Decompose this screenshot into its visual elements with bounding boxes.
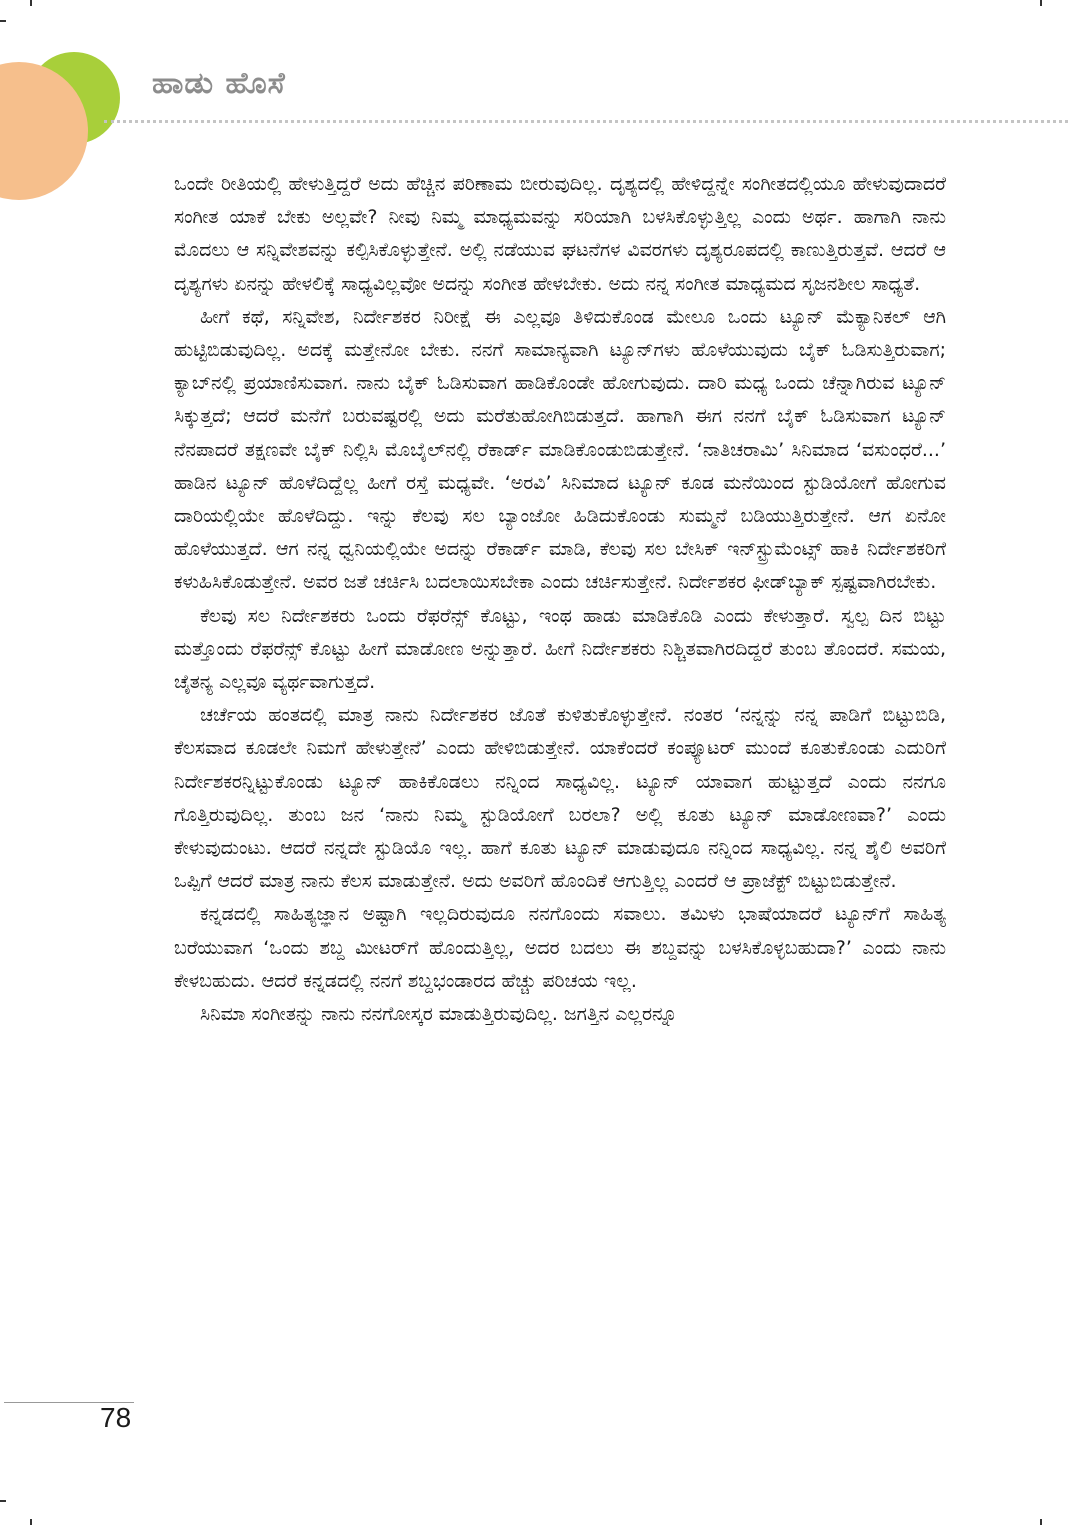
running-header-title: ಹಾಡು ಹೊಸೆ [152,66,286,101]
header-dotted-divider [104,120,1068,123]
page-number: 78 [100,1402,132,1433]
crop-mark-top [30,0,32,6]
crop-mark-bottom-left [0,1500,6,1502]
paragraph: ಹೀಗೆ ಕಥೆ, ಸನ್ನಿವೇಶ, ನಿರ್ದೇಶಕರ ನಿರೀಕ್ಷೆ ಈ ಎಲ್ಲವೂ ತಿಳಿದುಕೊಂಡ ಮೇಲೂ ಒಂದು ಟ್ಯೂನ್ ಮೆಕ್ಯಾನಿಕಲ್ ಆಗಿ ಹುಟ್ಟಿಬಿಡುವುದಿಲ್ಲ. ಅದಕ್ಕೆ ಮತ್ತೇನೋ ಬೇಕು. ನನಗೆ ಸಾಮಾನ್ಯವಾಗಿ ಟ್ಯೂನ್‌ಗಳು ಹೊಳೆಯುವುದು ಬೈಕ್ ಓಡಿಸುತ್ತಿರುವಾಗ; ಕ್ಯಾಬ್‌ನಲ್ಲಿ ಪ್ರಯಾಣಿಸುವಾಗ. ನಾನು ಬೈಕ್ ಓಡಿಸುವಾಗ ಹಾಡಿಕೊಂಡೇ ಹೋಗುವುದು. ದಾರಿ ಮಧ್ಯ ಒಂದು ಚೆನ್ನಾಗಿರುವ ಟ್ಯೂನ್ ಸಿಕ್ಕುತ್ತದೆ; ಆದರೆ ಮನೆಗೆ ಬರುವಷ್ಟರಲ್ಲಿ ಅದು ಮರೆತುಹೋಗಿಬಿಡುತ್ತದೆ. ಹಾಗಾಗಿ ಈಗ ನನಗೆ ಬೈಕ್ ಓಡಿಸುವಾಗ ಟ್ಯೂನ್ ನೆನಪಾದರೆ ತಕ್ಷಣವೇ ಬೈಕ್ ನಿಲ್ಲಿಸಿ ಮೊಬೈಲ್‌ನಲ್ಲಿ ರೆಕಾರ್ಡ್ ಮಾಡಿಕೊಂಡುಬಿಡುತ್ತೇನೆ. ‘ನಾತಿಚರಾಮಿ’ ಸಿನಿಮಾದ ‘ವಸುಂಧರೆ...’ ಹಾಡಿನ ಟ್ಯೂನ್ ಹೊಳೆದಿದ್ದೆಲ್ಲ ಹೀಗೆ ರಸ್ತೆ ಮಧ್ಯವೇ. ‘ಅರವಿ’ ಸಿನಿಮಾದ ಟ್ಯೂನ್ ಕೂಡ ಮನೆಯಿಂದ ಸ್ಟುಡಿಯೋಗೆ ಹೋಗುವ ದಾರಿಯಲ್ಲಿಯೇ ಹೊಳೆದಿದ್ದು. ಇನ್ನು ಕೆಲವು ಸಲ ಬ್ಯಾಂಜೋ ಹಿಡಿದುಕೊಂಡು ಸುಮ್ಮನೆ ಬಡಿಯುತ್ತಿರುತ್ತೇನೆ. ಆಗ ಏನೋ ಹೊಳೆಯುತ್ತದೆ. ಆಗ ನನ್ನ ಧ್ವನಿಯಲ್ಲಿಯೇ ಅದನ್ನು ರೆಕಾರ್ಡ್ ಮಾಡಿ, ಕೆಲವು ಸಲ ಬೇಸಿಕ್ ಇನ್‌ಸ್ಟ್ರುಮೆಂಟ್ಸ್ ಹಾಕಿ ನಿರ್ದೇಶಕರಿಗೆ ಕಳುಹಿಸಿಕೊಡುತ್ತೇನೆ. ಅವರ ಜತೆ ಚರ್ಚಿಸಿ ಬದಲಾಯಿಸಬೇಕಾ ಎಂದು ಚರ್ಚಿಸುತ್ತೇನೆ. ನಿರ್ದೇಶಕರ ಫೀಡ್‌ಬ್ಯಾಕ್ ಸ್ಪಷ್ಟವಾಗಿರಬೇಕು. [174,305,946,594]
crop-mark-bottom [30,1519,32,1525]
paragraph: ಕನ್ನಡದಲ್ಲಿ ಸಾಹಿತ್ಯಜ್ಞಾನ ಅಷ್ಟಾಗಿ ಇಲ್ಲದಿರುವುದೂ ನನಗೊಂದು ಸವಾಲು. ತಮಿಳು ಭಾಷೆಯಾದರೆ ಟ್ಯೂನ್‌ಗೆ ಸಾಹಿತ್ಯ ಬರೆಯುವಾಗ ‘ಒಂದು ಶಬ್ದ ಮೀಟರ್‌ಗೆ ಹೊಂದುತ್ತಿಲ್ಲ, ಅದರ ಬದಲು ಈ ಶಬ್ದವನ್ನು ಬಳಸಿಕೊಳ್ಳಬಹುದಾ?’ ಎಂದು ನಾನು ಕೇಳಬಹುದು. ಆದರೆ ಕನ್ನಡದಲ್ಲಿ ನನಗೆ ಶಬ್ದಭಂಡಾರದ ಹೆಚ್ಚು ಪರಿಚಯ ಇಲ್ಲ. [174,903,946,992]
crop-mark-top-right [1040,0,1042,6]
paragraph: ಕೆಲವು ಸಲ ನಿರ್ದೇಶಕರು ಒಂದು ರೆಫರೆನ್ಸ್ ಕೊಟ್ಟು, ಇಂಥ ಹಾಡು ಮಾಡಿಕೊಡಿ ಎಂದು ಕೇಳುತ್ತಾರೆ. ಸ್ವಲ್ಪ ದಿನ ಬಿಟ್ಟು ಮತ್ತೊಂದು ರೆಫರೆನ್ಸ್ ಕೊಟ್ಟು ಹೀಗೆ ಮಾಡೋಣ ಅನ್ನುತ್ತಾರೆ. ಹೀಗೆ ನಿರ್ದೇಶಕರು ನಿಶ್ಚಿತವಾಗಿರದಿದ್ದರೆ ತುಂಬ ತೊಂದರೆ. ಸಮಯ, ಚೈತನ್ಯ ಎಲ್ಲವೂ ವ್ಯರ್ಥವಾಗುತ್ತದೆ. [174,604,946,694]
paragraph: ಸಿನಿಮಾ ಸಂಗೀತನ್ನು ನಾನು ನನಗೋಸ್ಕರ ಮಾಡುತ್ತಿರುವುದಿಲ್ಲ. ಜಗತ್ತಿನ ಎಲ್ಲರನ್ನೂ [200,1003,678,1026]
paragraph: ಒಂದೇ ರೀತಿಯಲ್ಲಿ ಹೇಳುತ್ತಿದ್ದರೆ ಅದು ಹೆಚ್ಚಿನ ಪರಿಣಾಮ ಬೀರುವುದಿಲ್ಲ. ದೃಶ್ಯದಲ್ಲಿ ಹೇಳಿದ್ದನ್ನೇ ಸಂಗೀತದಲ್ಲಿಯೂ ಹೇಳುವುದಾದರೆ ಸಂಗೀತ ಯಾಕೆ ಬೇಕು ಅಲ್ಲವೇ? ನೀವು ನಿಮ್ಮ ಮಾಧ್ಯಮವನ್ನು ಸರಿಯಾಗಿ ಬಳಸಿಕೊಳ್ಳುತ್ತಿಲ್ಲ ಎಂದು ಅರ್ಥ. ಹಾಗಾಗಿ ನಾನು ಮೊದಲು ಆ ಸನ್ನಿವೇಶವನ್ನು ಕಲ್ಪಿಸಿಕೊಳ್ಳುತ್ತೇನೆ. ಅಲ್ಲಿ ನಡೆಯುವ ಘಟನೆಗಳ ವಿವರಗಳು ದೃಶ್ಯರೂಪದಲ್ಲಿ ಕಾಣುತ್ತಿರುತ್ತವೆ. ಆದರೆ ಆ ದೃಶ್ಯಗಳು ಏನನ್ನು ಹೇಳಲಿಕ್ಕೆ ಸಾಧ್ಯವಿಲ್ಲವೋ ಅದನ್ನು ಸಂಗೀತ ಹೇಳಬೇಕು. ಅದು ನನ್ನ ಸಂಗೀತ ಮಾಧ್ಯಮದ ಸೃಜನಶೀಲ ಸಾಧ್ಯತೆ. [174,173,946,295]
crop-mark-top-left [0,20,6,22]
body-text [174,168,946,1031]
crop-mark-bottom-right [1040,1519,1042,1525]
paragraph: ಚರ್ಚೆಯ ಹಂತದಲ್ಲಿ ಮಾತ್ರ ನಾನು ನಿರ್ದೇಶಕರ ಜೊತೆ ಕುಳಿತುಕೊಳ್ಳುತ್ತೇನೆ. ನಂತರ ‘ನನ್ನನ್ನು ನನ್ನ ಪಾಡಿಗೆ ಬಿಟ್ಟುಬಿಡಿ, ಕೆಲಸವಾದ ಕೂಡಲೇ ನಿಮಗೆ ಹೇಳುತ್ತೇನೆ’ ಎಂದು ಹೇಳಿಬಿಡುತ್ತೇನೆ. ಯಾಕೆಂದರೆ ಕಂಪ್ಯೂಟರ್ ಮುಂದೆ ಕೂತುಕೊಂಡು ಎದುರಿಗೆ ನಿರ್ದೇಶಕರನ್ನಿಟ್ಟುಕೊಂಡು ಟ್ಯೂನ್ ಹಾಕಿಕೊಡಲು ನನ್ನಿಂದ ಸಾಧ್ಯವಿಲ್ಲ. ಟ್ಯೂನ್ ಯಾವಾಗ ಹುಟ್ಟುತ್ತದೆ ಎಂದು ನನಗೂ ಗೊತ್ತಿರುವುದಿಲ್ಲ. ತುಂಬ ಜನ ‘ನಾನು ನಿಮ್ಮ ಸ್ಟುಡಿಯೋಗೆ ಬರಲಾ? ಅಲ್ಲಿ ಕೂತು ಟ್ಯೂನ್ ಮಾಡೋಣವಾ?’ ಎಂದು ಕೇಳುವುದುಂಟು. ಆದರೆ ನನ್ನದೇ ಸ್ಟುಡಿಯೊ ಇಲ್ಲ. ಹಾಗೆ ಕೂತು ಟ್ಯೂನ್ ಮಾಡುವುದೂ ನನ್ನಿಂದ ಸಾಧ್ಯವಿಲ್ಲ. ನನ್ನ ಶೈಲಿ ಅವರಿಗೆ ಒಪ್ಪಿಗೆ ಆದರೆ ಮಾತ್ರ ನಾನು ಕೆಲಸ ಮಾಡುತ್ತೇನೆ. ಅದು ಅವರಿಗೆ ಹೊಂದಿಕೆ ಆಗುತ್ತಿಲ್ಲ ಎಂದರೆ ಆ ಪ್ರಾಜೆಕ್ಟ್ ಬಿಟ್ಟುಬಿಡುತ್ತೇನೆ. [174,704,946,893]
